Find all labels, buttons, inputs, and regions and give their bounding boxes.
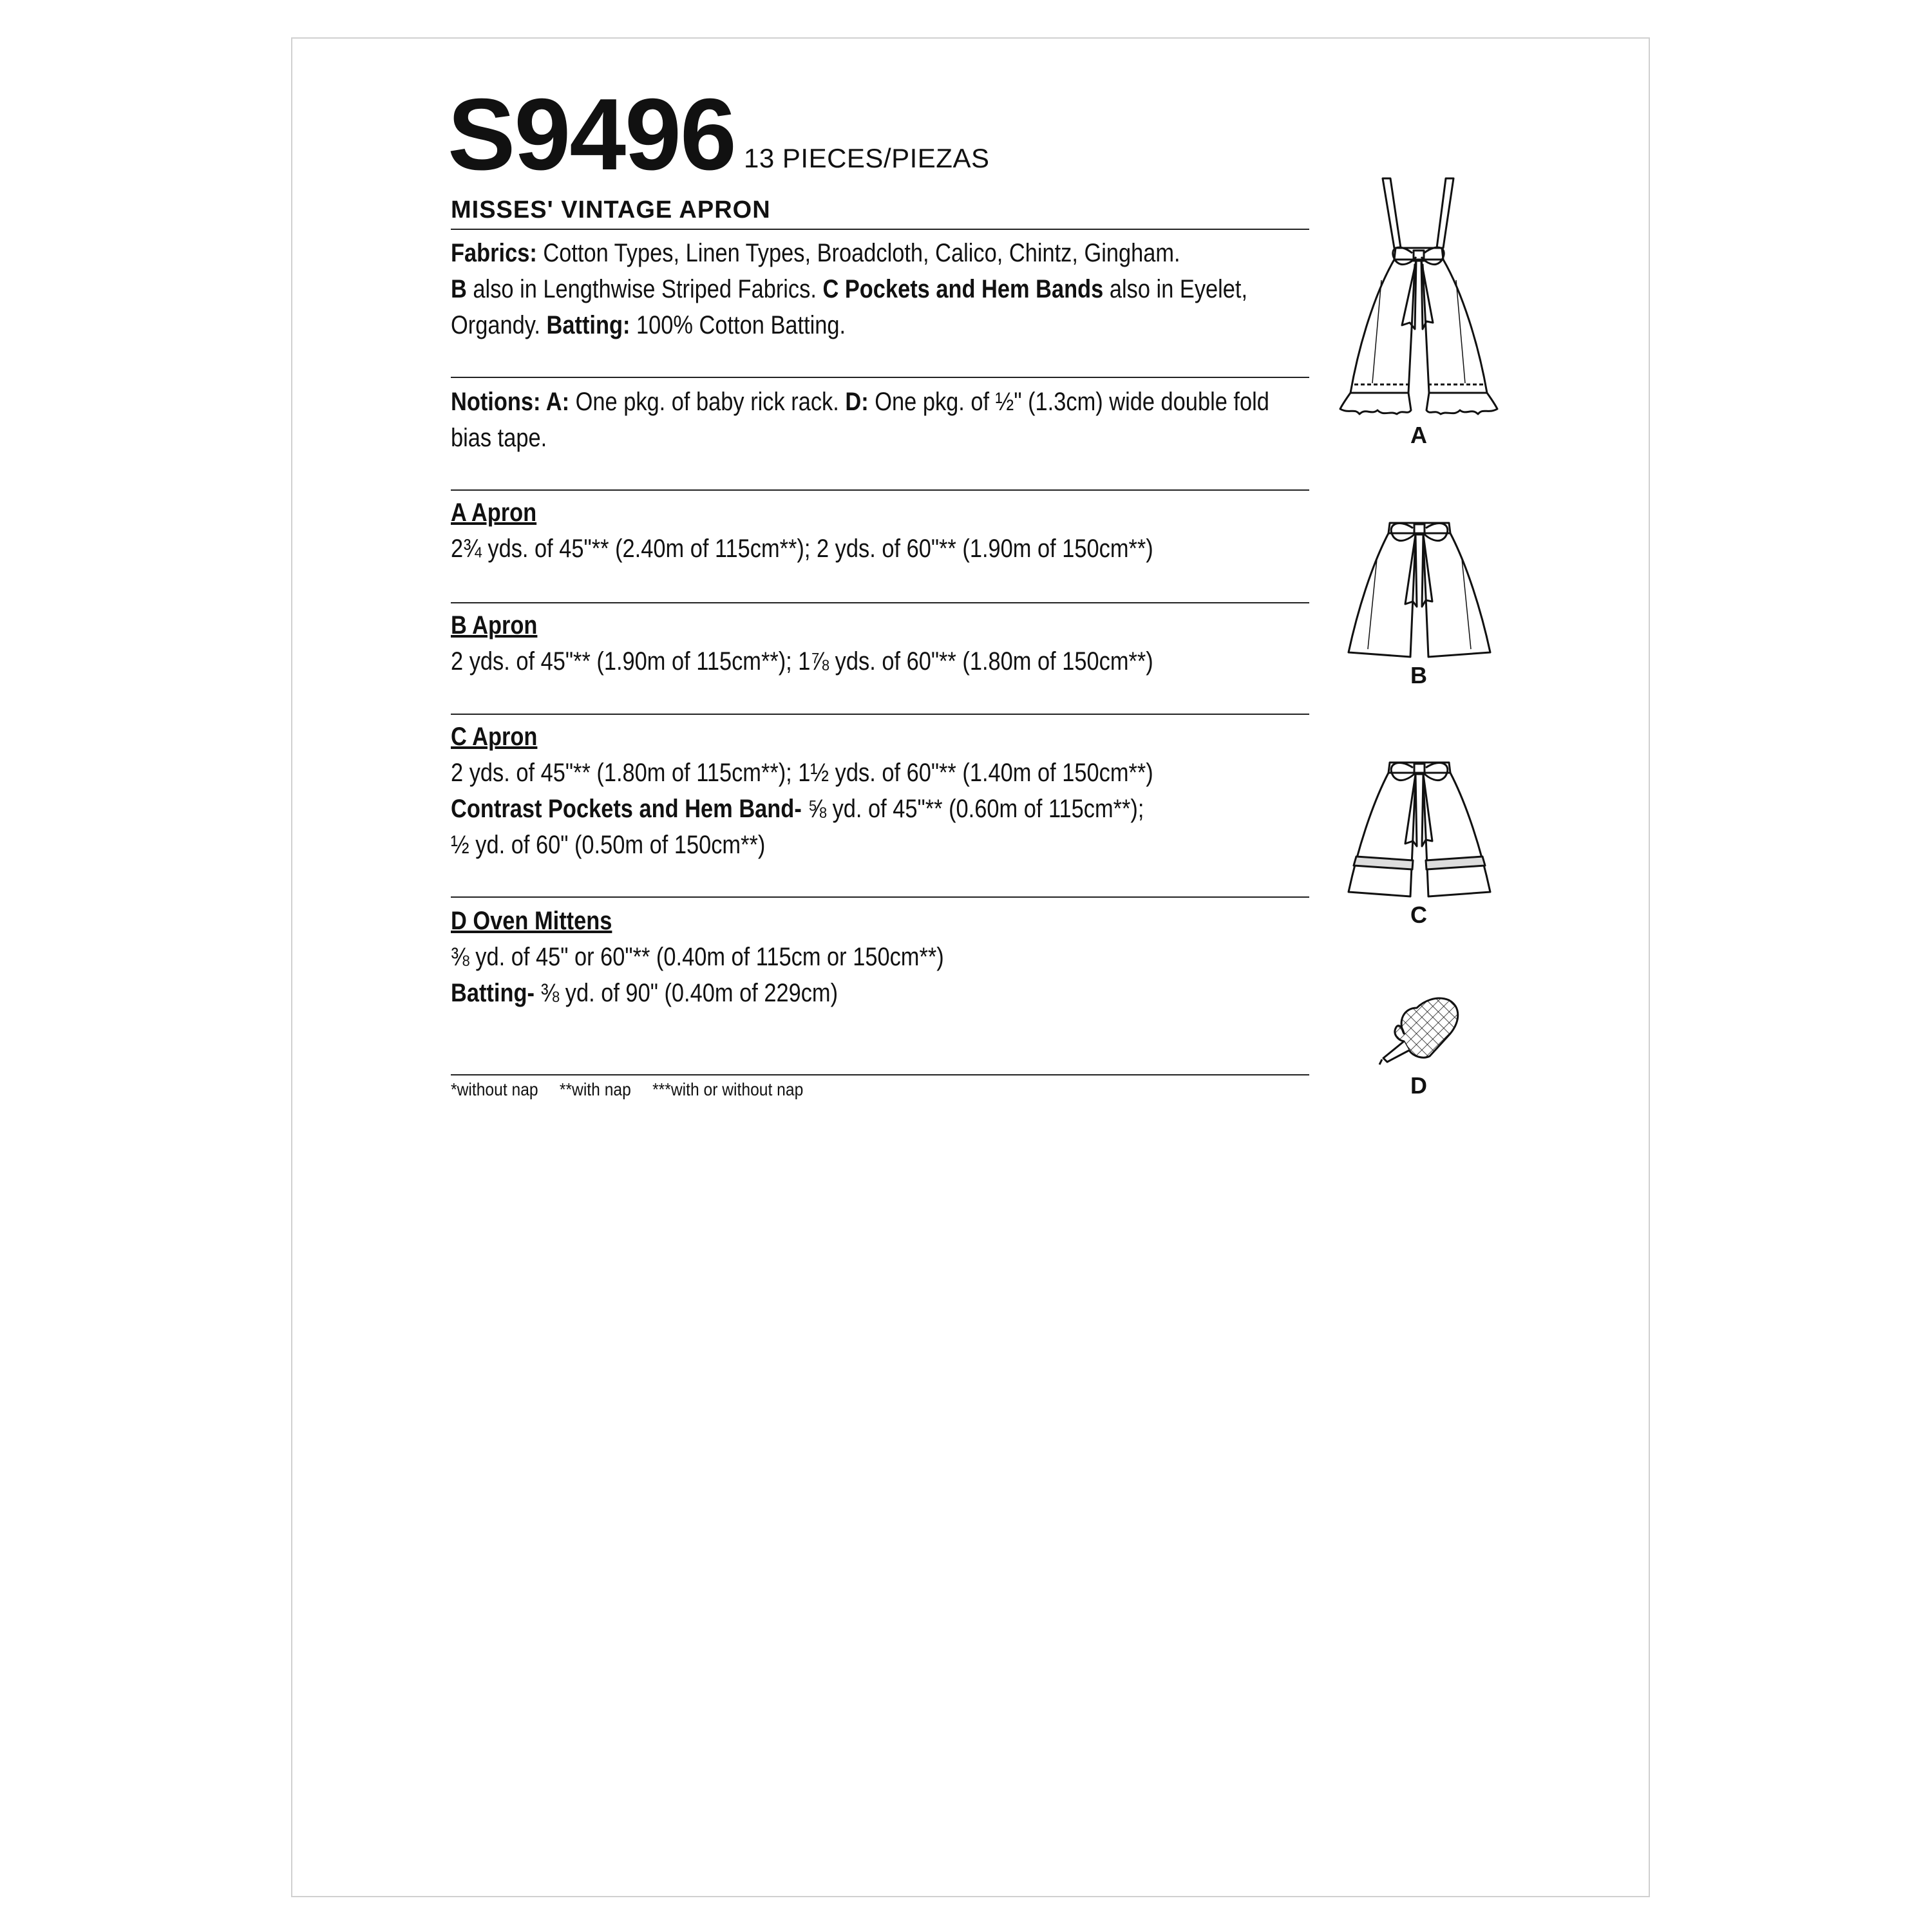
fabrics-batting-text: 100% Cotton Batting. [636,311,846,339]
apron-with-bow-icon [1346,520,1494,662]
section-d-title: D Oven Mittens [451,907,612,935]
section-a-title: A Apron [451,498,537,527]
divider [451,714,1309,715]
footnote-without-nap: *without nap [451,1079,538,1099]
view-b-label: B [1410,662,1427,688]
notions-label: Notions: A: [451,388,570,416]
section-d-yardage: ⅜ yd. of 45" or 60"** (0.40m of 115cm or 150cm**) [451,943,944,971]
view-d-label: D [1410,1072,1427,1099]
notions-d-text: One pkg. of ½" (1.3cm) wide double fold bias tape. [451,388,1269,452]
section-b-yardage: 2 yds. of 45"** (1.90m of 115cm**); 1⅞ yds. of 60"** (1.80m of 150cm**) [451,647,1153,676]
section-d-batting [451,975,1309,1011]
section-c-yardage: 2 yds. of 45"** (1.80m of 115cm**); 1½ yds. of 60"** (1.40m of 150cm**) [451,759,1153,787]
fabrics-label: Fabrics: [451,239,537,267]
divider [451,602,1309,603]
pattern-number: S9496 [448,78,735,191]
fabrics-c-label: C Pockets and Hem Bands [822,275,1104,303]
section-a-yardage: 2¾ yds. of 45"** (2.40m of 115cm**); 2 yds. of 60"** (1.90m of 150cm**) [451,535,1153,563]
divider [451,896,1309,898]
section-c-contrast-text: ⅝ yd. of 45"** (0.60m of 115cm**); [808,795,1144,823]
fabrics-b-label: B [451,275,467,303]
divider [451,489,1309,491]
section-d [451,903,1307,1011]
footnotes [451,1079,1204,1100]
section-c [451,719,1307,863]
section-a [451,495,1307,567]
section-c-title: C Apron [451,723,538,751]
footnote-with-nap: **with nap [559,1079,631,1099]
apron-with-straps-ruffle-icon [1336,177,1504,422]
fabrics-text: Cotton Types, Linen Types, Broadcloth, Calico, Chintz, Gingham. [543,239,1180,267]
notions-d-label: D: [845,388,869,416]
section-c-contrast-60: ½ yd. of 60" (0.50m of 150cm**) [451,831,766,859]
fabrics-b-text: also in Lengthwise Striped Fabrics. [473,275,817,303]
notions-block [451,384,1309,456]
view-c-label: C [1410,902,1427,928]
piece-count: 13 PIECES/PIEZAS [744,143,990,173]
oven-mitt-icon [1378,995,1462,1069]
section-b [451,607,1307,679]
notions-a-text: One pkg. of baby rick rack. [575,388,839,416]
pattern-title: MISSES' VINTAGE APRON [451,196,771,223]
fabrics-c-text: also in Eyelet, Organdy. [451,275,1248,339]
view-a-label: A [1410,422,1427,448]
section-c-contrast [451,791,1309,827]
divider [451,1074,1309,1075]
section-c-contrast-label: Contrast Pockets and Hem Band- [451,795,802,823]
apron-with-hem-band-icon [1346,760,1494,902]
section-d-batting-label: Batting- [451,979,535,1007]
footnote-with-or-without-nap: ***with or without nap [652,1079,804,1099]
divider [451,229,1309,230]
divider [451,377,1309,378]
section-b-title: B Apron [451,611,538,639]
fabrics-batting-label: Batting: [546,311,630,339]
section-d-batting-text: ⅜ yd. of 90" (0.40m of 229cm) [540,979,838,1007]
fabrics-block [451,235,1309,343]
